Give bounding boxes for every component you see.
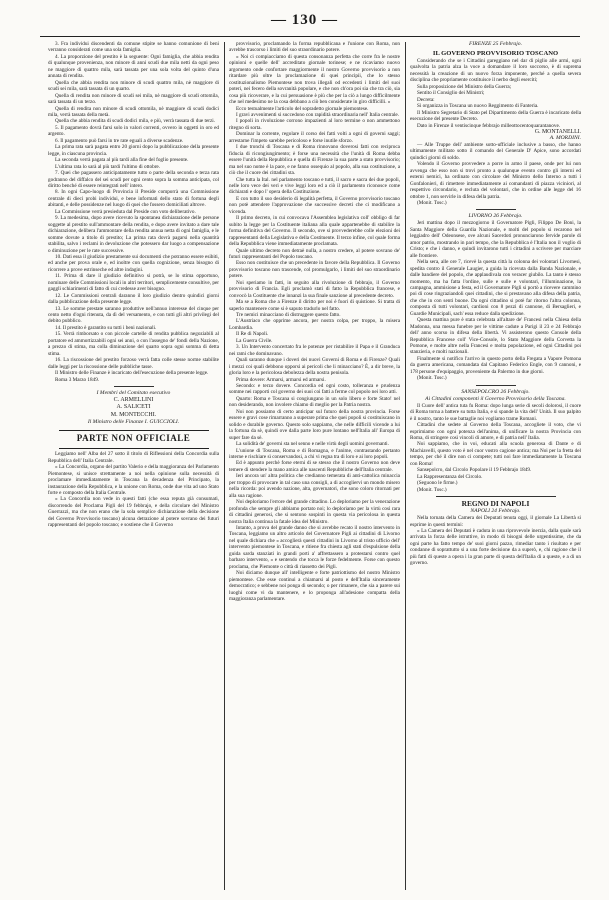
paragraph: I popoli in rivoluzione corrono impazienti al loro termine o non ammettono ritegno di sorta.: [229, 118, 400, 131]
paragraph: « Noi ci compiacciamo di questa consonanza perfetta che corre fra le nostre opinioni e quelle dell' accreditato giornale torinese; e ne ricaviamo nuovo argomento onde confortare maggiormente il nostro Governo provvisorio a non ritardare più oltre la proclamazione di quei principii, che lo stesso costituzionalismo Piemontese non trova illegali od eccedenti i limiti del suoi poteri, nei fecero della sovranità popolare, e che non ch'ora poi sia che tra ciò, sia cosa più ricoverare, e la cui persuasione è più che per la ciò a lungo difficilmente che nel medesimo ne la cosa debbano a ciò ben considerate in giro difficilli. »: [229, 53, 400, 106]
minister-signature: Il Ministro delle Finanze I. GUICCIOLI.: [87, 419, 180, 426]
paragraph: Intanto, a prova del grande danno che si avrebbe recato il nostro intervento in Toscana, leggiamo un altro articolo del Governatore Pigli ai cittadini di Livorno nel quale dichiara che « accoglierà questi cittadini in Livorno al tristo ufficio dell' intervento piemontese in Toscana, e ritiene fra chiesta agli stati d'espulsione della guida sarda stanziati in grandi porti a' affrettassero a protestarsi contro quel barbaro intervento, » e sentendo che tocca le forze fedelmente. Forse con questo proclama, che Piemonte o città di riassetto dei Pigli.: [229, 524, 400, 570]
paragraph: Quarto: Roma e Toscana si congiungano in un solo libero e forte Stato! nel non desiderando, non involere chiamo di meglio per la Patria nostra.: [229, 395, 400, 409]
paragraph: Noi non possiamo di certo anticipar sul futuro della nostra provincia. Forse essere e gravi cose rimarranno a superare prima che quei popoli si costituiscano in solido e durabile governo. Questo solo sappiamo, che nelle difficili vicende a lui la fortuna da sè, quindi ove dalla parte loro pure lontano nell'Italia all' Europa di super fare da sè.: [229, 408, 400, 441]
paragraph: 13. Le somme prestate saranno produttive nell'annuo interesse del cinque per cento netto d'ogni ritenuta, da dì del versamento, e con tutti gli altri privilegi del debito pubblico.: [48, 305, 219, 325]
paragraph: 11. Prima di dare il giudizio definitivo si potrà, se lo stima opportuno, nominare delle Commissioni locali in altri territori, semplicemente consultive, per gaggli schiarimenti di fatto di cui credesse aver bisogno.: [48, 273, 219, 293]
paragraph: Ma se a Roma che a Firenze il diritto per noi è fuori di quistione. Si tratta di saperlo mantenere come si è saputo tradurlo nel fatto.: [229, 299, 400, 312]
paragraph: 16. La riscossione del prestito forzoso verrà fatta colle stesse norme stabilite dalle leggi per la riscossione delle pubbliche tasse.: [48, 357, 219, 370]
dateline: SANSEPOLCRO 26 Febbrajo.: [461, 388, 530, 395]
kingdom-title: REGNO DI NAPOLI: [461, 499, 530, 509]
paragraph: Quali saranno dunque i doveri dei nuovi Governi di Roma e di Firenze? Quali i mezzi coi quali debbono opporsi ai pericoli che li minacciano? È, a dir breve, la gloria loro e la pericolosa debolezza della nostra penisola.: [229, 357, 400, 377]
paragraph: L'Austriaco che opprime ancora, per nostra colpa, per troppo, la misera Lombardia.: [229, 318, 400, 331]
signer: M. MONTECCHI.: [110, 411, 157, 418]
decree-notes: [410, 142, 581, 207]
page-number: — 130 —: [271, 12, 338, 28]
paragraph: La prima rata sarà pagata entro 20 giorni dopo la pubblicazione della presente legge, in ciascuna provincia.: [48, 144, 219, 157]
government-decree: [410, 58, 581, 129]
paragraph: 7. Quei che pagassero anticipatamente tutto o parte della seconda e terza rata godranno del diffalco del sei scudi per ogni cento sopra la somma anticipata, col diritto benché di essere reintegrati nell' intero.: [48, 170, 219, 189]
paragraph: Dato in Firenze il ventiscinque febbrajo milleottocentoquarantanove.: [417, 122, 561, 129]
paragraph: Quella che abbia rendita non minore di scudi quattro mila, nè maggiore di scudi sei mila, sarà tassata di un quarto.: [48, 79, 219, 93]
sansepolcro-article: [410, 403, 581, 493]
section-rule: [59, 430, 209, 431]
paragraph: provvisorio, proclamando la forma repubblicana e l'unione con Roma, non avrebbe trascorso i limiti del suo straordinario potere.: [229, 41, 400, 54]
committee-title: I Membri del Comitato esecutivo: [96, 390, 171, 397]
paragraph: Sulla proposizione del Ministro della Guerra;: [417, 83, 512, 90]
section-rule: [59, 448, 209, 449]
paragraph: Leggiamo nell' Alba del 27 sotto il titolo di Riflessioni della Concordia sulla Repubblica dell' Italia Centrale.: [48, 451, 219, 464]
paragraph: Volendo il Governo provvedere a porre in armo il paese, onde per lui non avvenga che esso non si trovi pronto a qualunque evento contro gli interni ed esterni nemici, ha ordinato con circolare del Ministro dello Interno a tutti i Gonfalonieri, di rimettere immediatamente ai comandanti di piazza viciniori, al respettivo circondario, e recluta del volontari, che in ordine alle legge del 16 ottobre 1, non servirle in difesa della patria.: [410, 161, 581, 200]
paragraph: Esso non costituisce che un precedente in favore della Repubblica. Il Governo provvisorio toscano non trascende, col promulgarlo, i limiti del suo straordinario potere.: [229, 260, 400, 280]
paragraph: Quella di rendita non minore di scudi sei mila, nè maggiore di scudi ottomila, sarà tassata di un terzo.: [48, 92, 219, 106]
paragraph: Noi sappiamo, che in voi, educati alla scuola generosa di Dante e di Machiavelli, questo voto è nel cuor vostro cagione antica; ma Noi per la fretta del tempo, per ché il dire non ci compete; tutti noi fare immediatamente la Toscana con Roma!: [410, 441, 581, 467]
paragraph: I gravi avvenimenti si succedono con rapidità straordinaria nell' Italia centrale.: [236, 111, 399, 118]
signer: A. SALICETI: [116, 404, 151, 411]
dateline: LIVORNO 26 Febbrajo.: [468, 213, 523, 220]
paragraph: Considerando che se i Cittadini gareggiano nel dar di piglio alle armi, ogni qualvolta la patria alza la voce a domandare il loro soccorso, è di suprema necessità la creazione di un nuovo forza imponente, perché a quella severa disciplina che propriamente costituisce il nerbo degli eserciti;: [410, 58, 581, 84]
paragraph: 5. Il pagamento dovrà farsi solo in valori correnti, ovvero in oggetti in oro ed argento.: [48, 124, 219, 138]
paragraph: Secondo: e terzo dovere. Concordia ed ogni costo, tolleranza e prudenza somme nei rapporti col governo dei suoi coi fatti a ferme col popolo nei loro atti.: [229, 383, 400, 396]
paragraph: 8. In ogni Capo-luogo di Provincia il Preside comporrà una Commissione centrale di dieci probi individui, e bene informati dello stato di fortuna degli abitanti, e delle possidenze nel luogo di quei che fossero domiciliati altrove.: [48, 189, 219, 209]
paragraph: Il Cuore dell' antica tuta fu Roma: dopo lunga serie di secoli dolorosi, il cuore di Roma torna a battere su tutta Italia, e si spande la vita dell' Unità. Il suo palpito è il nostro, tanto le sue battaglie noi vogliamo trame Romani.: [410, 402, 581, 422]
paragraph: 14. Il prestito è garantito su tutti i beni nazionali.: [55, 324, 157, 331]
paragraph: 6. Il pagamento può farsi in tre rate eguali a diverse scadenze.: [55, 137, 184, 144]
paragraph: (Monit. Tosc.): [417, 486, 447, 493]
paragraph: Il Re di Napoli.: [236, 331, 269, 338]
paragraph: Ieri ancora un' altra politica che credianno temerata di anti-cattolica minaccia per troppo di provocare in tal caso una consigli, a di accogliervi un mondo misero nella ricorda: poi avendo nazione, alta, governatori, che sono coloro ritornati per alla sua ragione.: [229, 473, 400, 499]
decree-signature: G. MONTANELLI.: [534, 128, 581, 135]
dateline: NAPOLI 24 Febbrajo.: [470, 508, 521, 515]
paragraph: Nella tornata della Camera dei Deputati tenuta oggi, il giornale La Libertà si esprime in questi termini:: [410, 515, 581, 528]
paragraph: Prima dovere: Armarsi, armarsi ed armarsi.: [236, 376, 326, 383]
paragraph: Si organizza in Toscana un nuovo Reggimento di Fanteria.: [417, 103, 539, 110]
paragraph: 10. Dati essa il giudizio prestamente sui documenti che potranno essere esibiti, ed anche per prova orale e, ed inoltre con quella cognizione, senza bisogno di ricorrere a prove estrinseche ed altre indagini.: [48, 253, 219, 273]
paragraph: Finalmente si notifico l'arrivo in questo porto della Fregata a Vapore Pomona da guerra americana, comandata dal Capitano Federico Engle, con 9 cannoni, e 178 persone d'equipaggio, proveniente da Palermo in due giorni.: [410, 355, 581, 375]
paragraph: 15. Verrà rimborsato o con piccole cartelle di rendita pubblica negoziabili al portatore ed ammortizzabili ogni sei anni, o con l'assegno de' fondi della Nazione, a prezzo di stima, ma colla diminuzione del quarto sopra ogni somma di detta stima.: [48, 331, 219, 357]
paragraph: La Commissione verrà presieduta dal Preside con voto deliberativo.: [55, 208, 196, 215]
government-title: IL GOVERNO PROVVISORIO TOSCANO: [432, 50, 559, 57]
divider: [476, 209, 516, 210]
paragraph: Quella di rendita non minore di scudi ottomila, nè maggiore di scudi dodici mila, verrà tassata della metà.: [48, 105, 219, 118]
paragraph: Ecco testualmente l'articolo del sopradetto giornale piemontese.: [236, 105, 369, 112]
paragraph: Noi diciamo dunque all' intelligente e forte patriottismo del nostro Ministro piemontese. Che esse continui a chiamarsi al posto e dell'Italia sinceramente democratico; e sebbene noi ponga di secondo; o per rimanere, che sia a parere sui luoghi come vi da mantenere, e lo proponga all'adesione compatta della maggioranza parlamentare.: [229, 570, 400, 602]
napoli-article: [410, 515, 581, 567]
signer: C. ARMELLINI: [113, 397, 154, 404]
paragraph: Sentito il Consiglio dei Ministri;: [417, 90, 485, 97]
column-left: [48, 41, 219, 891]
section-title: PARTE NON OFFICIALE: [76, 433, 191, 444]
paragraph: (Seguono le firme.): [417, 480, 458, 487]
article-body: [229, 41, 400, 602]
paragraph: La seconda verrà pagata al più tardi alla fine del foglio presente.: [55, 157, 189, 164]
paragraph: 3. Un Intervento concertato fra le potenze per ristabilire il Papa e il Granduca nei rami che dominavano.: [229, 344, 400, 357]
sansepolcro-title: Ai Cittadini componenti il Governo Provvisorio della Toscana.: [425, 395, 566, 402]
paragraph: Che tutta la Ital. nel parlamento toscano e tutti, il sacro e sacra dei due popoli, nelle loro vece dei veri e vive leggi loro ed a ciò il parlamento riconosce come dichiarati e dopo l' opera della Costituzione.: [229, 176, 400, 196]
paragraph: (Monit. Tosc.): [417, 199, 447, 206]
paragraph: Roma 3 Marzo 1849.: [55, 376, 100, 383]
paragraph: Questa mattina pure è stata celebrata all'altare de' Francesi nella Chiesa della Madonna, una messa funebre per le vittime cadute a Parigi il 23 e 24 Febbrajo dell' anno scorso in difesa della libertà. Vi assisterono questo Console della Repubblica Francese coll' Vice-Console, lo Stato Maggiore della Corvetta la Pomone, e molte altre nella Francesi e molta popolazione, ed ogni Cittadini poi stanzieria, e molti nazionali.: [410, 317, 581, 356]
paragraph: 9. La medesima, dopo avere ricevuto la spontanea dichiarazione delle persone soggette al prestito sull'ammontare della rendita, e dopo avere invitato a dare tale dichiarazione, delibera l'ammontare della rendita annua netta di ogni famiglia, e le somme dovute a titolo di prestito; La prima rata dovrà pagarsi nella quantità stabilita, salvo i reclami in devoluzione che potessero dar luogo a compensazione o diminuzione per le rate successive.: [48, 215, 219, 254]
paragraph: Noi deploriamo l'errore del grande cittadino. Lo deploriamo per la venerazione profonda che sempre gli abbiamo portato noi; lo deploriamo per la virtù così rara di cittadini generosi, che si sentono sospinti in questa via pericolosa in questa nostra Italia continua la fatale idea del Ministro.: [229, 499, 400, 525]
paragraph: L'ultima rata lo sarà al più tardi l'ultimo di ottobre.: [55, 163, 161, 170]
paragraph: Ed è appunto perchè forse eterni di se stesso che il nostro Governo non deve temere di stendere la mano amica alle nascenti Repubbliche dell'Italia centrale.: [229, 460, 400, 473]
paragraph: La solidità de' governi sta nel senno e nelle virtù degli uomini governanti.: [236, 441, 389, 448]
paragraph: Nella sera, alle ore 7, ricevè la questa città la colonna dei volontari Livornesi, spedita contro il Generale Laugier, a guida la ricevuta dalla Banda Nazionale, e dalle bandiere del popolo, che applaudivala con veracer giubilo. La tanto è stesso momento, ma ha fatta l'ordine, sulle e sulle e volontari, l'illuminazione, la campagna, ammisione a festa, ed il Governatore Pigli si portò a ricevere cammino poi di cose ringraziandoli quei cittadini, che si prestavano alla difesa della patria, che che in con senti buone. Da ogni cittadino si potè far ritorno l'altra colonna, composta di tutti volontari, cardioni con 8 pezzi di cannone, di Bersaglieri, e Guardie Municipali, sach' essa reduce dalla spedizione.: [410, 259, 581, 317]
paragraph: Il Ministro Segretario di Stato pel Dipartimento della Guerra è incaricato della esecuzione del presente Decreto.: [410, 109, 581, 123]
paragraph: Quella che abbia rendita di scudi dodici mila, e più, verrà tassata di due terzi.: [55, 118, 216, 125]
non-official-articles: [48, 451, 219, 528]
column-divider: [405, 42, 406, 890]
paragraph: La Rappresentanza del Circolo.: [417, 473, 483, 480]
paragraph: Jeri mattina dopo il mezzogiorno il Governatore Pigli, Filippo De Boni, la Santa Maggiore della Guardia Nazionale, e molti del popolo si recarono nel leggiadro dell' Odeonsese, ove alcuni Sacerdoti pronunciarono fervide parole di amor patrio, mostrando in pari tempo, che la Repubblica è l'Italia non il voglio di Cristo; e che i danno, e quindi invitarono tutti i cittadini a scrivere per marciare alle frontiere.: [410, 220, 581, 259]
column-middle: [229, 41, 400, 891]
paragraph: 12. Le Commissioni centrali daranno il loro giudizio dentro quindici giorni dalla pubblicazione della presente legge.: [48, 292, 219, 306]
paragraph: (Monit. Tosc.): [417, 375, 447, 382]
law-articles: [48, 54, 219, 383]
decree-cosigner: A. MORDINI.: [549, 135, 581, 142]
paragraph: Sansepolcro, dal Circolo Popolare il 19 Febbrajo 1849.: [417, 467, 532, 474]
paragraph: Noi speriamo in fatti, in seguito alla rivoluzione di febbrajo, il Governo provvisorio di Francia. Egli proclamò stati di fatto la Repubblica francese, e convocò la Costituente che innanzi la sua finale sanzione al precedente decreto.: [229, 279, 400, 299]
paragraph: Il primo decreto, in cui convocava l'Assemblea legislativa coll' obbligo di far subito la legge per la Costituente italiana alla quale appartenebbe di stabilire la forma definitiva del Governo. Il secondo, ove si provvederebbe colle elezioni dei rappresentanti della Legislativa e della Costituente. Il terzo infine, col quale forma della Repubblica viene immediatamente proclamata.: [229, 215, 400, 248]
dateline: FIRENZE 25 Febbrajo.: [469, 41, 522, 47]
divider: [114, 386, 154, 387]
paragraph: Tre nemici minacciano di distruggere questo fatto.: [236, 312, 341, 319]
paragraph: « La Concordia non vede in questi fatti (che essa reputa già consumati, discorrendo del Proclama Pigli del 19 febbrajo, e della circolare del Ministro Guerrazzi, ma che non erano che la sola semplice dichiarazione della decisione del Governo Provvisorio toscano) alcuna detrazione al potere sovrano dei futuri rappresentanti del popolo toscano; e sostiene che il Governo: [48, 496, 219, 529]
paragraph: 4. La proporzione del prestito è la seguente: Ogni famiglia, che abbia rendita di qualunque provenienza, non minore di anni scudi due mila netti da ogni peso ne maggiore di quattro mila, sarà tassata per una sola volta del quinto d'una annata di rendita.: [48, 53, 219, 80]
article-opening: 3. Fra individui discendenti da comune stipite se hanno comunione di beni verranno considerati come una sola famiglia.: [48, 41, 219, 54]
paragraph: I due tronchi di Toscana e di Roma rinnovano doverosi fatti con reciproca fiducia di ricongiungimento; è forse una necessità che l'unità di Roma debba essere l'unità della Repubblica e quella di Firenze la sua parte a stato provvisorio; ma nel suo nome è la pace, e ne fanno ossequio al popolo, alla sua costituzione, a ciò che il cuore dei cittadini sta.: [229, 144, 400, 177]
column-divider: [224, 42, 225, 890]
header-rule: [40, 36, 580, 37]
livorno-article: [410, 220, 581, 381]
divider: [476, 385, 516, 386]
paragraph: Cittadini che sedete al Governo della Toscana, accogliete il voto, che vi esprimiamo con ogni potenza dell'anima, di unificare la nostra Provincia con Roma, di stringere così vincoli di amore, e di patria nell' Italia.: [410, 422, 581, 442]
paragraph: — Alle Truppe dell' ambiente sotto-ufficiale inclusive a basso, che hanno ultimamente militato sotto il comando del Generale D' Apice, sono accordati quindici giorni di soldo.: [410, 141, 581, 161]
column-right: [410, 41, 581, 891]
paragraph: L'unione di Toscana, Roma e di Romagna, e l'anime, contrastando pertanto interne e rischiare sì conservandosi, a chi vi regna tra di loro e ai loro popoli.: [229, 447, 400, 460]
paragraph: « La Concordia, organo del partito Valerio e della maggioranza del Parlamento Piemontese, si unisce strettamente a noi nella opinione sulla necessità di proclamare immediatamente in Toscana la decadenza del Principato, la instaurazione della Repubblica, e la unione con Roma, onde due vita ad uno Stato forte e composto della Italia Centrale.: [48, 464, 219, 496]
paragraph: Quale ultimo decreto non detraè nulla, a nostro credere, al potere sovrano de' futuri rappresentanti del Popolo toscano.: [229, 247, 400, 260]
paragraph: Il Ministro delle Finanze è incaricato dell'esecuzione della presente legge.: [55, 370, 209, 377]
paragraph: Dominar la corrente, regolare il corso dei fatti volti a ogni di governi saggi; arrestarne l'impeto sarebbe pericoloso e forse inutile sforzo.: [229, 131, 400, 144]
paragraph: « La Camera dei Deputati è caduta in una riprovevole inerzia, dalla quale sarà arrivata la forza delle istruttive, in modo di bisogni delle urgentissime, che da ogni parte ha fatto tempo de' suoi giorni pazzo, rimediar tanto i risultato e per condanne di soprattutto si a una forte decisione da a superò, e, chi ragione che il più fatti di queste a opera i la gran parte di questa dell'Italia di a queste, e a di un governo.: [410, 528, 581, 567]
paragraph: La Guerra Civile.: [236, 337, 273, 344]
paragraph: E con tutto il suo desiderio di legalità perfetta, il Governo provvisorio toscano non potè attendere l'approvazione che successive decreti che ci modificano a vicenda.: [229, 195, 400, 215]
divider: [436, 496, 556, 497]
paragraph: Decreta:: [417, 96, 435, 103]
